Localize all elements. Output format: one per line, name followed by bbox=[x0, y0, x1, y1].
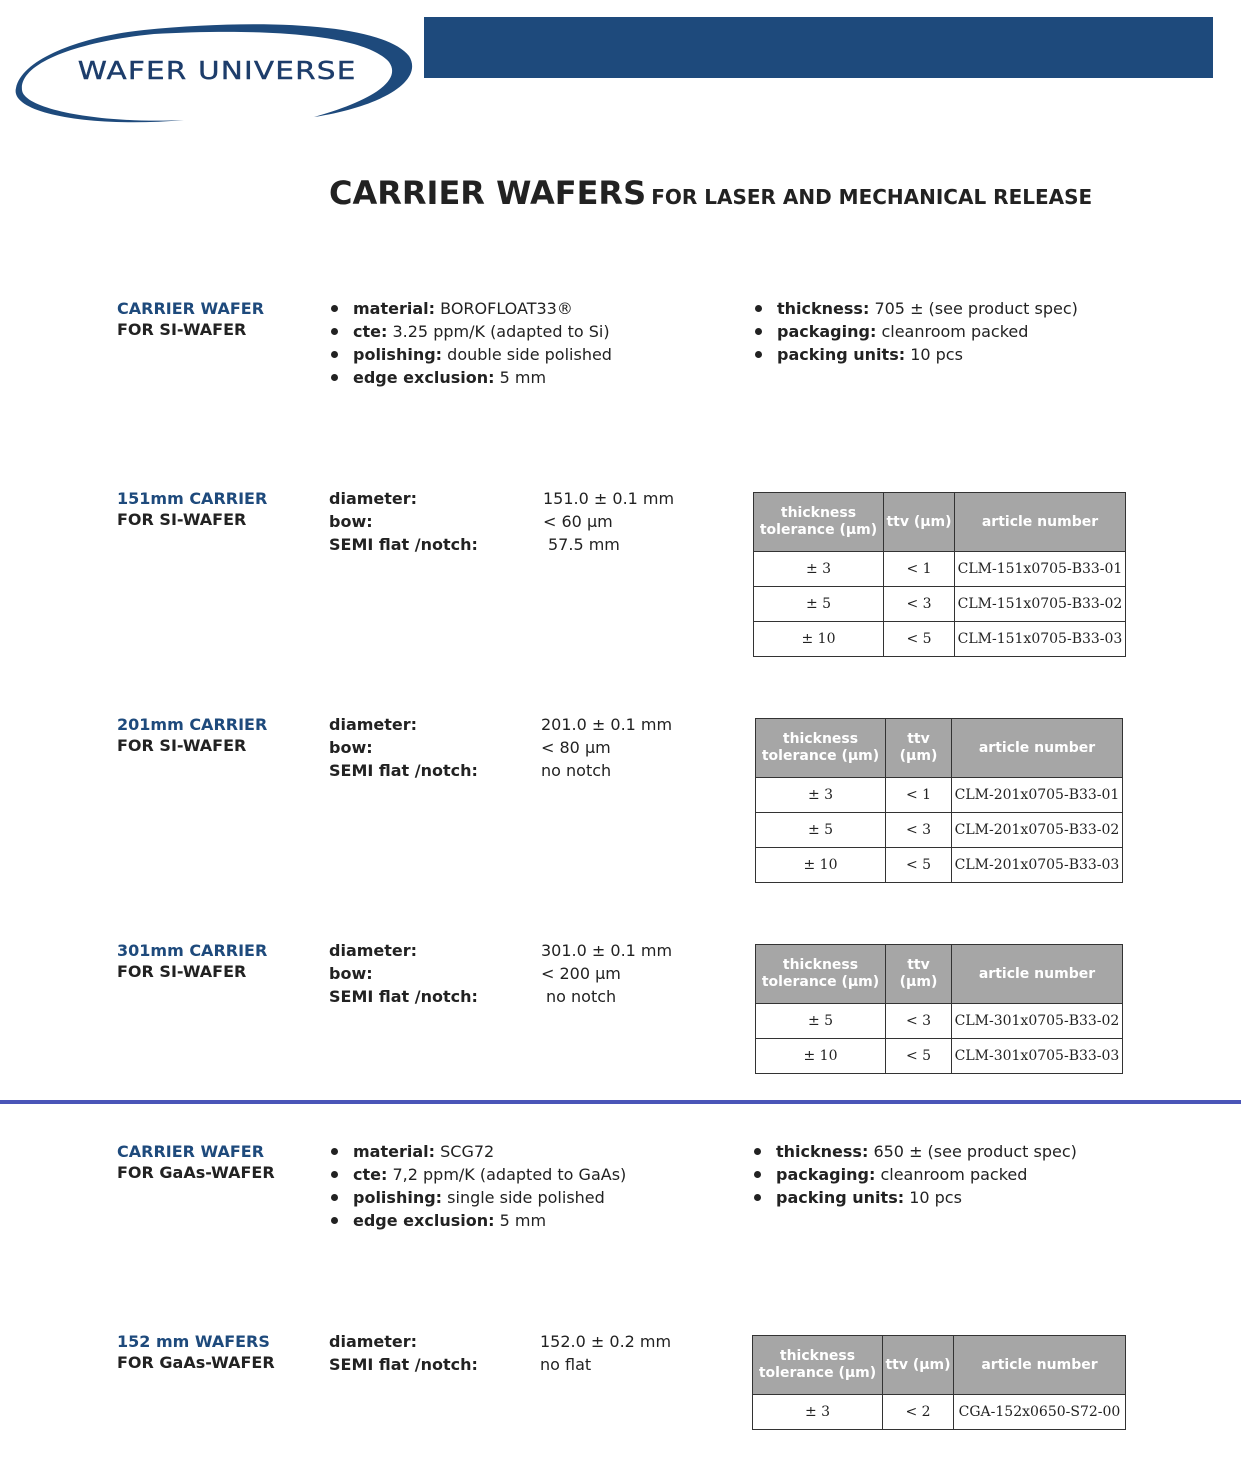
table-cell: CLM-151x0705-B33-03 bbox=[955, 622, 1126, 657]
page-title-sub: FOR LASER AND MECHANICAL RELEASE bbox=[651, 185, 1093, 209]
table-row bbox=[756, 945, 1123, 1004]
text-span: diameter: bbox=[329, 715, 418, 734]
spec-label: polishing: bbox=[353, 1188, 443, 1207]
text-span: FOR SI-WAFER bbox=[117, 510, 247, 529]
text-span: 151mm CARRIER bbox=[117, 489, 268, 508]
company-logo bbox=[14, 18, 420, 128]
table-cell: ± 5 bbox=[756, 813, 886, 848]
text-span: WAFER UNIVERSE bbox=[77, 56, 357, 85]
table-cell: CLM-201x0705-B33-01 bbox=[952, 778, 1123, 813]
text-span: cleanroom packed bbox=[881, 322, 1029, 341]
text-span: FOR GaAs-WAFER bbox=[117, 1353, 275, 1372]
spec-label: polishing: bbox=[353, 345, 443, 364]
text-span: 7,2 ppm/K (adapted to GaAs) bbox=[392, 1165, 627, 1184]
spec-label: packing units: bbox=[777, 345, 906, 364]
text-span: < 60 µm bbox=[543, 512, 613, 531]
page-title bbox=[329, 174, 1092, 212]
spec-label: packaging: bbox=[777, 322, 877, 341]
gaas-carrier-title bbox=[117, 1141, 275, 1183]
product-152-table bbox=[752, 1335, 1126, 1430]
text-span: bow: bbox=[329, 964, 373, 983]
list-item bbox=[329, 343, 612, 366]
text-span: 5 mm bbox=[499, 1211, 547, 1230]
text-span: no notch bbox=[541, 761, 612, 780]
text-span: SCG72 bbox=[440, 1142, 495, 1161]
table-row bbox=[754, 552, 1126, 587]
header-thickness: thickness tolerance (µm) bbox=[753, 1336, 883, 1395]
table-cell: < 2 bbox=[883, 1395, 954, 1430]
table-row bbox=[756, 813, 1123, 848]
product-201-title bbox=[117, 714, 267, 756]
header-ttv: ttv (µm) bbox=[886, 719, 952, 778]
product-301-title bbox=[117, 940, 267, 982]
text-span: CARRIER WAFER bbox=[117, 1142, 265, 1161]
gaas-carrier-features-left bbox=[329, 1140, 626, 1232]
product-151-table bbox=[753, 492, 1126, 657]
spec-label: material: bbox=[353, 1142, 436, 1161]
text-span: 201.0 ± 0.1 mm bbox=[541, 715, 673, 734]
table-cell: CLM-201x0705-B33-02 bbox=[952, 813, 1123, 848]
table-cell: ± 5 bbox=[754, 587, 884, 622]
text-span: 10 pcs bbox=[909, 1188, 962, 1207]
text-span: FOR GaAs-WAFER bbox=[117, 1163, 275, 1182]
table-cell: CLM-301x0705-B33-03 bbox=[952, 1039, 1123, 1074]
list-item bbox=[329, 1186, 626, 1209]
table-body bbox=[754, 493, 1126, 657]
table-row bbox=[754, 587, 1126, 622]
spec-label: thickness: bbox=[776, 1142, 869, 1161]
list-item bbox=[329, 1209, 626, 1232]
text-span: SEMI flat /notch: bbox=[329, 987, 478, 1006]
list-item bbox=[329, 320, 612, 343]
header-ttv: ttv (µm) bbox=[884, 493, 955, 552]
table-cell: < 3 bbox=[886, 1004, 952, 1039]
header-article: article number bbox=[954, 1336, 1126, 1395]
table-row bbox=[753, 1395, 1126, 1430]
table-row bbox=[754, 493, 1126, 552]
table-cell: < 5 bbox=[884, 622, 955, 657]
spec-label: packaging: bbox=[776, 1165, 876, 1184]
table-cell: ± 3 bbox=[754, 552, 884, 587]
table-cell: < 5 bbox=[886, 848, 952, 883]
text-span: bow: bbox=[329, 738, 373, 757]
list-item bbox=[752, 1140, 1077, 1163]
table-body bbox=[756, 945, 1123, 1074]
text-span: no flat bbox=[540, 1355, 592, 1374]
table-row bbox=[753, 1336, 1126, 1395]
text-span: 650 ± (see product spec) bbox=[873, 1142, 1077, 1161]
table-cell: ± 3 bbox=[756, 778, 886, 813]
text-span: double side polished bbox=[447, 345, 612, 364]
text-span: FOR SI-WAFER bbox=[117, 736, 247, 755]
text-span: diameter: bbox=[329, 941, 418, 960]
product-301-table bbox=[755, 944, 1123, 1074]
table-cell: CLM-151x0705-B33-01 bbox=[955, 552, 1126, 587]
gaas-carrier-features-right bbox=[752, 1140, 1077, 1209]
table-cell: < 1 bbox=[886, 778, 952, 813]
table-cell: CLM-151x0705-B33-02 bbox=[955, 587, 1126, 622]
list-item bbox=[329, 1140, 626, 1163]
product-201-table bbox=[755, 718, 1123, 883]
table-cell: < 3 bbox=[884, 587, 955, 622]
table-row bbox=[756, 848, 1123, 883]
spec-label: cte: bbox=[353, 1165, 388, 1184]
table-row bbox=[756, 719, 1123, 778]
text-span: 705 ± (see product spec) bbox=[874, 299, 1078, 318]
text-span: FOR SI-WAFER bbox=[117, 320, 247, 339]
header-bar bbox=[424, 17, 1213, 78]
text-span: CARRIER WAFER bbox=[117, 299, 265, 318]
table-cell: ± 10 bbox=[756, 1039, 886, 1074]
logo-wordmark bbox=[14, 56, 420, 85]
text-span: cleanroom packed bbox=[880, 1165, 1028, 1184]
text-span: SEMI flat /notch: bbox=[329, 535, 478, 554]
table-cell: ± 10 bbox=[756, 848, 886, 883]
text-span: no notch bbox=[546, 987, 617, 1006]
text-span: bow: bbox=[329, 512, 373, 531]
text-span: 57.5 mm bbox=[548, 535, 620, 554]
text-span: SEMI flat /notch: bbox=[329, 761, 478, 780]
list-item bbox=[329, 1163, 626, 1186]
header-article: article number bbox=[952, 719, 1123, 778]
text-span: FOR SI-WAFER bbox=[117, 962, 247, 981]
table-cell: ± 3 bbox=[753, 1395, 883, 1430]
list-item bbox=[753, 297, 1078, 320]
si-carrier-features-left bbox=[329, 297, 612, 389]
table-row bbox=[756, 778, 1123, 813]
text-span: 5 mm bbox=[499, 368, 547, 387]
table-cell: < 3 bbox=[886, 813, 952, 848]
list-item bbox=[329, 297, 612, 320]
text-span: 201mm CARRIER bbox=[117, 715, 268, 734]
header-thickness: thickness tolerance (µm) bbox=[754, 493, 884, 552]
spec-label: thickness: bbox=[777, 299, 870, 318]
table-cell: ± 5 bbox=[756, 1004, 886, 1039]
text-span: < 80 µm bbox=[541, 738, 611, 757]
spec-label: material: bbox=[353, 299, 436, 318]
table-row bbox=[756, 1039, 1123, 1074]
list-item bbox=[753, 343, 1078, 366]
page-title-main: CARRIER WAFERS bbox=[329, 174, 647, 212]
text-span: BOROFLOAT33® bbox=[440, 299, 573, 318]
text-span: diameter: bbox=[329, 489, 418, 508]
table-body bbox=[756, 719, 1123, 883]
text-span: SEMI flat /notch: bbox=[329, 1355, 478, 1374]
header-ttv: ttv (µm) bbox=[886, 945, 952, 1004]
product-152-title bbox=[117, 1331, 275, 1373]
table-cell: CGA-152x0650-S72-00 bbox=[954, 1395, 1126, 1430]
table-cell: < 5 bbox=[886, 1039, 952, 1074]
header-ttv: ttv (µm) bbox=[883, 1336, 954, 1395]
text-span: diameter: bbox=[329, 1332, 418, 1351]
header-thickness: thickness tolerance (µm) bbox=[756, 945, 886, 1004]
section-divider bbox=[0, 1100, 1241, 1104]
text-span: single side polished bbox=[447, 1188, 605, 1207]
text-span: < 200 µm bbox=[541, 964, 621, 983]
text-span: 10 pcs bbox=[910, 345, 963, 364]
header-article: article number bbox=[952, 945, 1123, 1004]
text-span: 151.0 ± 0.1 mm bbox=[543, 489, 675, 508]
spec-label: cte: bbox=[353, 322, 388, 341]
text-span: 301.0 ± 0.1 mm bbox=[541, 941, 673, 960]
header-thickness: thickness tolerance (µm) bbox=[756, 719, 886, 778]
text-span: 152.0 ± 0.2 mm bbox=[540, 1332, 672, 1351]
text-span: 301mm CARRIER bbox=[117, 941, 268, 960]
table-body bbox=[753, 1336, 1126, 1430]
product-151-title bbox=[117, 488, 267, 530]
list-item bbox=[752, 1163, 1077, 1186]
si-carrier-features-right bbox=[753, 297, 1078, 366]
spec-label: edge exclusion: bbox=[353, 1211, 495, 1230]
list-item bbox=[752, 1186, 1077, 1209]
spec-label: edge exclusion: bbox=[353, 368, 495, 387]
text-span: 3.25 ppm/K (adapted to Si) bbox=[392, 322, 610, 341]
table-cell: ± 10 bbox=[754, 622, 884, 657]
table-cell: CLM-301x0705-B33-02 bbox=[952, 1004, 1123, 1039]
text-span: 152 mm WAFERS bbox=[117, 1332, 270, 1351]
si-carrier-title bbox=[117, 298, 264, 340]
list-item bbox=[753, 320, 1078, 343]
spec-label: packing units: bbox=[776, 1188, 905, 1207]
table-cell: CLM-201x0705-B33-03 bbox=[952, 848, 1123, 883]
table-row bbox=[756, 1004, 1123, 1039]
header-article: article number bbox=[955, 493, 1126, 552]
table-cell: < 1 bbox=[884, 552, 955, 587]
list-item bbox=[329, 366, 612, 389]
table-row bbox=[754, 622, 1126, 657]
